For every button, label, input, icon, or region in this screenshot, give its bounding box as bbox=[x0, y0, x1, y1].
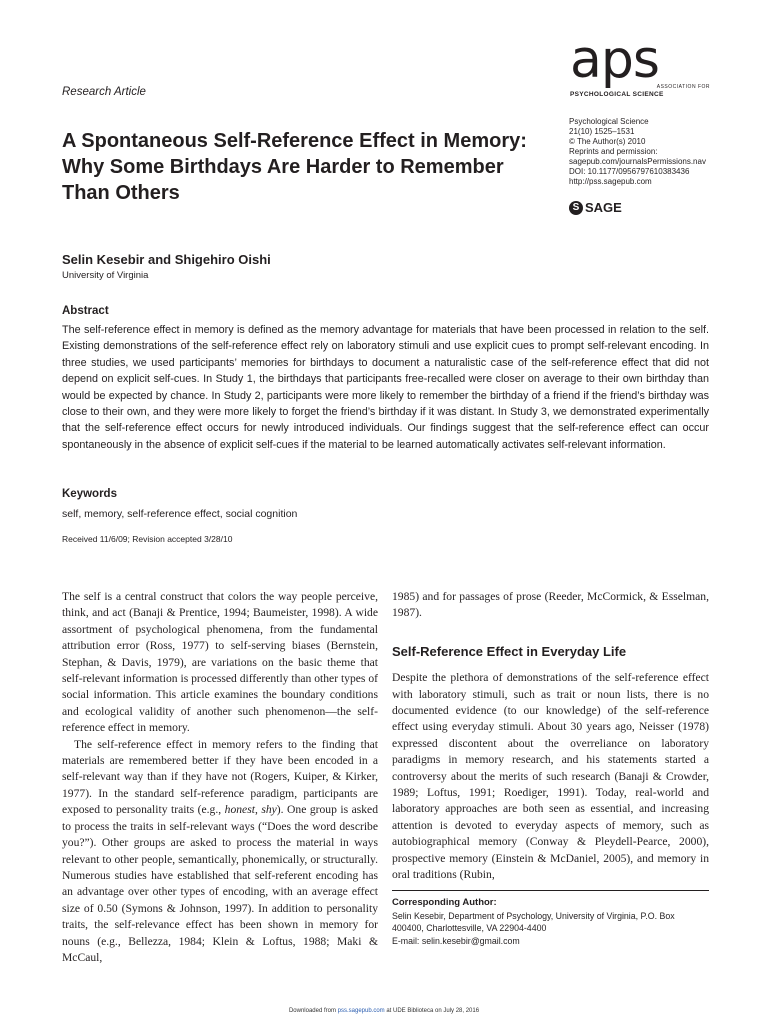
paragraph: 1985) and for passages of prose (Reeder, McCormick, & Esselman, 1987). bbox=[392, 590, 709, 620]
corresponding-email[interactable]: E-mail: selin.kesebir@gmail.com bbox=[392, 935, 520, 946]
logo-society-line: PSYCHOLOGICAL SCIENCE bbox=[570, 91, 664, 98]
footer-suffix: at UDE Biblioteca on July 28, 2016 bbox=[384, 1008, 480, 1014]
aps-logo bbox=[570, 30, 710, 98]
section-heading: Self-Reference Effect in Everyday Life bbox=[392, 643, 627, 659]
article-type: Research Article bbox=[62, 86, 146, 98]
reprints-label: Reprints and permission: bbox=[569, 147, 658, 156]
sage-logo bbox=[569, 200, 622, 215]
journal-volume: 21(10) 1525–1531 bbox=[569, 127, 635, 136]
journal-name: Psychological Science bbox=[569, 117, 649, 126]
copyright: © The Author(s) 2010 bbox=[569, 137, 646, 146]
paragraph: Despite the plethora of demonstrations of the self-reference effect with laboratory stimuli, such as trait or noun lists, there is no documented evidence (to our knowledge) of the self-reference effect using everyday stimuli. About 30 years ago, Neisser (1978) expressed discontent about the overreliance on laboratory paradigms in memory research, and his statements started a controversy about the merits of such research (Banaji & Crowder, 1989; Loftus, 1991; Roediger, 1991). Today, real-world and laboratory approaches are both seen as essential, and increasing attention is devoted to everyday aspects of memory, such as autobiographical memory (Conway & Pleydell-Pearce, 2000), prospective memory (Einstein & McDaniel, 2005), and memory in oral traditions (Rubin, bbox=[392, 671, 709, 882]
sage-wordmark: SAGE bbox=[585, 200, 622, 215]
received-dates: Received 11/6/09; Revision accepted 3/28/10 bbox=[62, 534, 233, 544]
download-footer bbox=[0, 1008, 768, 1014]
separator: , bbox=[254, 803, 262, 817]
corresponding-heading: Corresponding Author: bbox=[392, 897, 497, 908]
journal-meta bbox=[569, 117, 729, 187]
keywords-text: self, memory, self-reference effect, social cognition bbox=[62, 508, 298, 520]
authors: Selin Kesebir and Shigehiro Oishi bbox=[62, 252, 271, 267]
abstract-text: The self-reference effect in memory is defined as the memory advantage for materials that have been processed in relation to the self. Existing demonstrations of the self-reference effect rely on laboratory stimuli and use explicit cues to prompt self-relevant encoding. In three studies, we used participants’ memories for birthdays to document a naturalistic case of the self-reference effect that did not depend on explicit self-cues. In Study 1, the birthdays that participants free-recalled were closer on average to their own birthday than would be expected by chance. In Study 2, participants were more likely to remember the birthday of a friend if the friend’s birthday was close to their own, and they were more likely to forget the friend’s birthday if it was distant. In Study 3, we demonstrated experimentally that the self-reference effect occurs for newly introduced individuals. Our findings suggest that the self-reference effect can occur spontaneously in the absence of explicit self-cues if the material to be learned automatically activates self-relevant information. bbox=[62, 324, 709, 451]
body-column-left bbox=[62, 589, 378, 966]
footnote-divider bbox=[392, 890, 709, 891]
paragraph: The self is a central construct that colors the way people perceive, think, and act (Banaji & Prentice, 1994; Baumeister, 1998). A wide assortment of psychological phenomena, from the fundamental attribution error (Ross, 1977) to self-serving biases (Bernstein, Stephan, & Davis, 1979), are variations on the basic theme that self-relevant information is processed differently than other types of social information. This article examines the boundary conditions and ecological validity of another such phenomenon—the self-reference effect in memory. bbox=[62, 590, 378, 735]
keywords-heading: Keywords bbox=[62, 488, 117, 500]
paragraph-text: The self-reference effect in memory refers to the finding that materials are remembered better if they have been encoded in a self-relevant way than if they have not (Rogers, Kuiper, & Kirker, 1977). In the standard self-reference paradigm, participants are exposed to personality traits (e.g., bbox=[62, 737, 378, 817]
logo-letters: aps bbox=[570, 30, 659, 90]
permissions-link[interactable]: sagepub.com/journalsPermissions.nav bbox=[569, 157, 706, 166]
journal-url[interactable]: http://pss.sagepub.com bbox=[569, 177, 652, 186]
corresponding-author bbox=[392, 897, 709, 947]
affiliation: University of Virginia bbox=[62, 270, 149, 281]
paragraph-text: ). One group is asked to process the traits in self-relevant ways (“Does the word describe you?”). Other groups are asked to process the material in ways relevant to other people, semantically, phonemically, or structurally. Numerous studies have established that self-referent encoding has an advantage over other types of encoding, with an average effect size of 0.50 (Symons & Johnson, 1997). In addition to personality traits, the self-relevance effect has been shown in memory for nouns (e.g., Bellezza, 1984; Klein & Loftus, 1988; Maki & McCaul, bbox=[62, 803, 379, 964]
footer-link[interactable]: pss.sagepub.com bbox=[337, 1008, 385, 1014]
corresponding-line: Selin Kesebir, Department of Psychology, University of Virginia, P.O. Box bbox=[392, 910, 675, 921]
example-trait: honest bbox=[224, 803, 255, 817]
footer-prefix: Downloaded from bbox=[288, 1008, 338, 1014]
example-trait: shy bbox=[261, 803, 277, 817]
sage-icon: S bbox=[569, 201, 583, 215]
logo-association-line: ASSOCIATION FOR bbox=[656, 84, 710, 90]
paragraph bbox=[62, 737, 378, 967]
abstract-heading: Abstract bbox=[62, 305, 109, 317]
article-title: A Spontaneous Self-Reference Effect in Memory: Why Some Birthdays Are Harder to Remember Than Others bbox=[62, 130, 527, 204]
body-column-right bbox=[392, 589, 709, 884]
corresponding-line: 400400, Charlottesville, VA 22904-4400 bbox=[392, 923, 547, 933]
doi[interactable]: DOI: 10.1177/0956797610383436 bbox=[569, 167, 690, 176]
